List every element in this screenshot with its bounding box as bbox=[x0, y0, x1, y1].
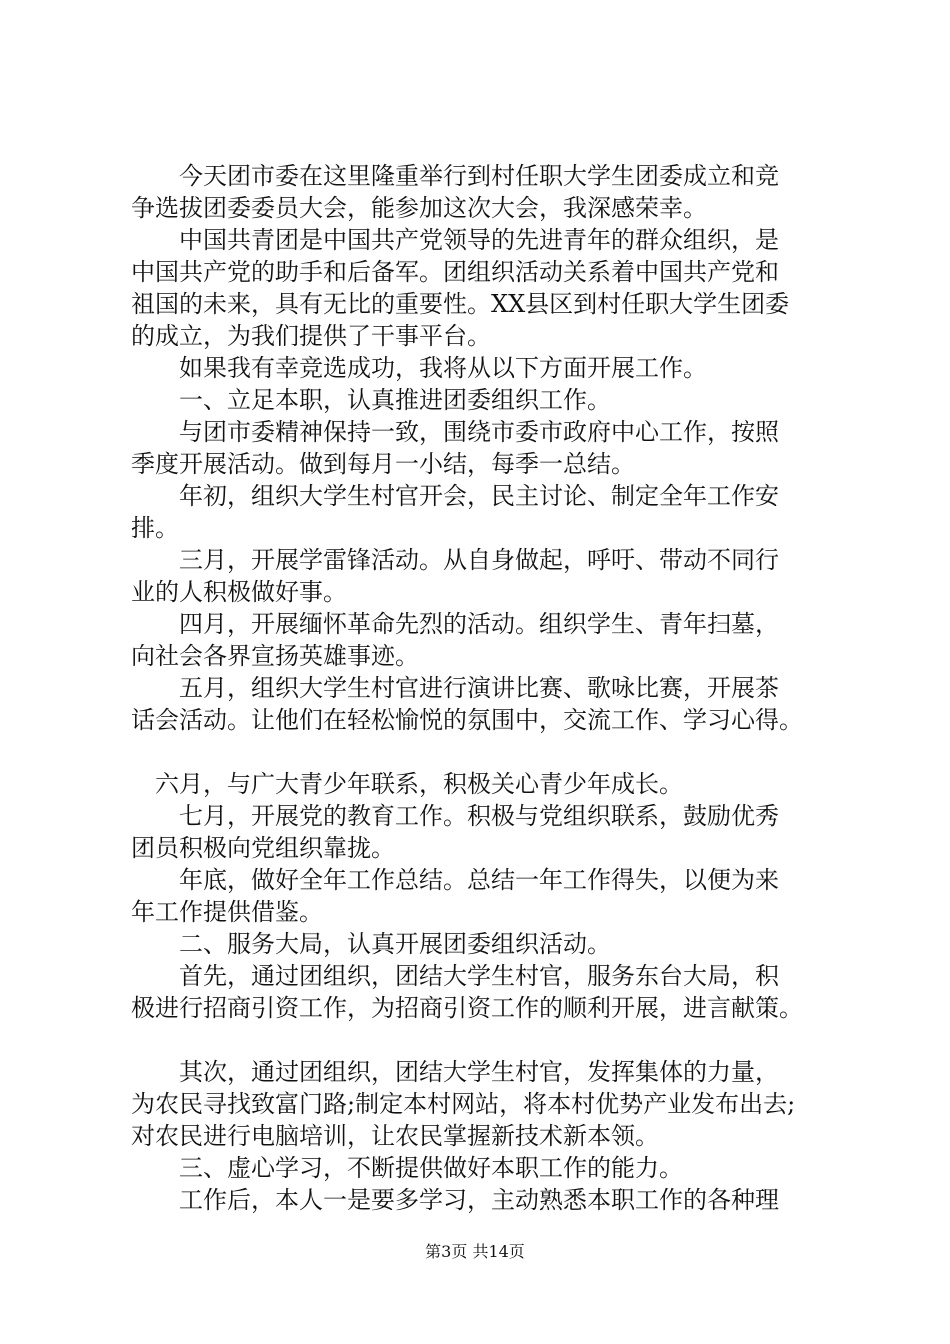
text-line: 五月，组织大学生村官进行演讲比赛、歌咏比赛，开展茶 bbox=[131, 674, 779, 702]
text-line: 三、虚心学习，不断提供做好本职工作的能力。 bbox=[131, 1154, 683, 1182]
text-line: 年工作提供借鉴。 bbox=[131, 898, 323, 926]
text-line: 一、立足本职，认真推进团委组织工作。 bbox=[131, 386, 611, 414]
text-line: 六月，与广大青少年联系，积极关心青少年成长。 bbox=[131, 770, 683, 798]
text-line: 四月，开展缅怀革命先烈的活动。组织学生、青年扫墓， bbox=[131, 610, 779, 638]
text-line: 年初，组织大学生村官开会，民主讨论、制定全年工作安 bbox=[131, 482, 779, 510]
text-line: 业的人积极做好事。 bbox=[131, 578, 347, 606]
text-line: 为农民寻找致富门路;制定本村网站，将本村优势产业发布出去; bbox=[131, 1090, 796, 1118]
body-text bbox=[131, 160, 831, 1216]
text-line: 的成立，为我们提供了干事平台。 bbox=[131, 322, 491, 350]
text-line: 向社会各界宣扬英雄事迹。 bbox=[131, 642, 419, 670]
text-line: 祖国的未来，具有无比的重要性。XX县区到村任职大学生团委 bbox=[131, 290, 790, 318]
text-line: 季度开展活动。做到每月一小结，每季一总结。 bbox=[131, 450, 635, 478]
text-line: 与团市委精神保持一致，围绕市委市政府中心工作，按照 bbox=[131, 418, 779, 446]
text-line: 工作后，本人一是要多学习，主动熟悉本职工作的各种理 bbox=[131, 1186, 779, 1214]
text-line: 争选拔团委委员大会，能参加这次大会，我深感荣幸。 bbox=[131, 194, 707, 222]
text-line: 中国共青团是中国共产党领导的先进青年的群众组织，是 bbox=[131, 226, 779, 254]
text-line: 话会活动。让他们在轻松愉悦的氛围中，交流工作、学习心得。 bbox=[131, 706, 803, 734]
text-line: 首先，通过团组织，团结大学生村官，服务东台大局，积 bbox=[131, 962, 779, 990]
text-line: 如果我有幸竞选成功，我将从以下方面开展工作。 bbox=[131, 354, 707, 382]
blank-line bbox=[131, 1024, 831, 1056]
text-line: 二、服务大局，认真开展团委组织活动。 bbox=[131, 930, 611, 958]
text-line: 团员积极向党组织靠拢。 bbox=[131, 834, 395, 862]
text-line: 三月，开展学雷锋活动。从自身做起，呼吁、带动不同行 bbox=[131, 546, 779, 574]
blank-line bbox=[131, 736, 831, 768]
text-line: 今天团市委在这里隆重举行到村任职大学生团委成立和竞 bbox=[131, 162, 779, 190]
text-line: 对农民进行电脑培训，让农民掌握新技术新本领。 bbox=[131, 1122, 659, 1150]
page-footer: 第3页 共14页 bbox=[425, 1242, 525, 1261]
text-line: 年底，做好全年工作总结。总结一年工作得失，以便为来 bbox=[131, 866, 779, 894]
text-line: 极进行招商引资工作，为招商引资工作的顺利开展，进言献策。 bbox=[131, 994, 803, 1022]
text-line: 中国共产党的助手和后备军。团组织活动关系着中国共产党和 bbox=[131, 258, 779, 286]
text-line: 七月，开展党的教育工作。积极与党组织联系，鼓励优秀 bbox=[131, 802, 779, 830]
text-line: 其次，通过团组织，团结大学生村官，发挥集体的力量， bbox=[131, 1058, 779, 1086]
text-line: 排。 bbox=[131, 514, 179, 542]
